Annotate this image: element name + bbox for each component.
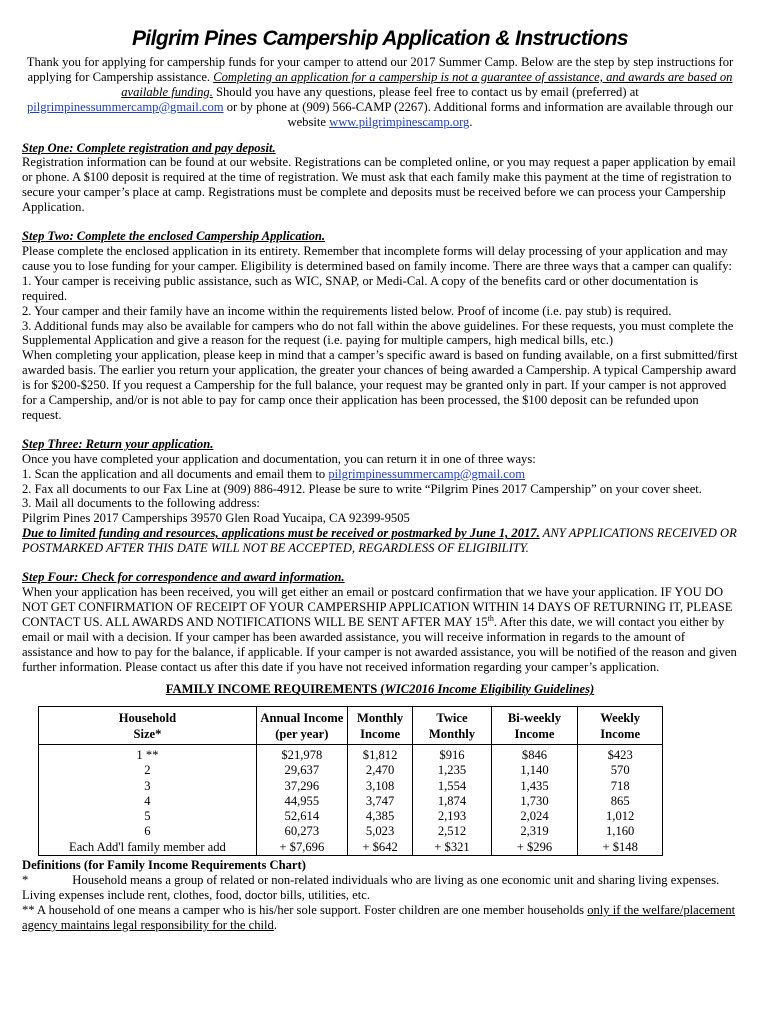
table-header-cell: Twice Monthly (413, 707, 491, 745)
income-table-caption (22, 682, 738, 697)
table-row (39, 794, 663, 809)
document-title: Pilgrim Pines Campership Application & Instructions (131, 27, 629, 50)
table-cell: 2,024 (491, 809, 578, 824)
table-row (39, 763, 663, 778)
table-cell: 4 (39, 794, 257, 809)
table-cell: 2,193 (413, 809, 491, 824)
table-row (39, 809, 663, 824)
table-cell: $916 (413, 744, 491, 763)
table-cell: 2,512 (413, 824, 491, 839)
table-cell: 5 (39, 809, 257, 824)
step-two-section (22, 229, 738, 423)
table-cell: 865 (578, 794, 663, 809)
step-three-intro: Once you have completed your application and documentation, you can return it in one of three ways: (22, 451, 536, 466)
table-cell: 37,296 (256, 779, 347, 794)
table-cell: 6 (39, 824, 257, 839)
definition-household-of-one (22, 903, 738, 933)
intro-emphasis: Completing an application for a campership is not a guarantee of assistance, and awards are based on available funding. (121, 69, 733, 99)
table-cell: + $148 (578, 840, 663, 856)
intro-text: Should you have any questions, please feel free to contact us by email (preferred) at (212, 84, 639, 99)
table-cell: 1 ** (39, 744, 257, 763)
step-four-heading: Step Four: Check for correspondence and award information. (22, 570, 345, 585)
table-cell: 2,470 (347, 763, 413, 778)
table-cell: + $642 (347, 840, 413, 856)
step-one-section (22, 141, 738, 216)
table-cell: 4,385 (347, 809, 413, 824)
intro-text: . (469, 114, 473, 129)
email-link[interactable]: pilgrimpinessummercamp@gmail.com (26, 99, 224, 114)
table-header-cell: Household Size* (39, 707, 257, 745)
step-three-heading: Step Three: Return your application. (22, 436, 214, 451)
definition-text: ** A household of one means a camper who is his/her sole support. Foster children are one member households (22, 902, 588, 917)
deadline-emphasis: Due to limited funding and resources, applications must be received or postmarked by June 1, 2017. (22, 526, 540, 541)
table-cell: 1,730 (491, 794, 578, 809)
table-cell: Each Add'l family member add (39, 840, 257, 856)
table-header-cell: Bi-weekly Income (491, 707, 578, 745)
table-row (39, 744, 663, 763)
step-three-item: 2. Fax all documents to our Fax Line at (909) 886-4912. Please be sure to write “Pilgrim Pines 2017 Campership” on your cover sheet. (22, 481, 702, 496)
step-three-item: 3. Mail all documents to the following address: (22, 496, 260, 511)
table-cell: $21,978 (256, 744, 347, 763)
table-cell: 1,874 (413, 794, 491, 809)
email-link[interactable]: pilgrimpinessummercamp@gmail.com (328, 466, 525, 481)
deadline-notice (22, 526, 738, 556)
step-four-superscript: th (487, 613, 494, 623)
step-one-body: Registration information can be found at our website. Registrations can be completed online, or you may request a paper application by email or phone. A $100 deposit is required at the time of registration. We must ask that each family make this payment at the time of registration to secure your camper’s place at camp. Registrations must be complete and deposits must be received before we can process your Campership Application. (22, 155, 736, 215)
table-cell: 1,235 (413, 763, 491, 778)
table-cell: 44,955 (256, 794, 347, 809)
table-cell: + $7,696 (256, 840, 347, 856)
step-two-item: 3. Additional funds may also be available for campers who do not fall within the above guidelines. For these requests, you must complete the Supplemental Application and give a reason for the request (i.e. paying for multiple campers, high medical bills, etc.) (22, 318, 734, 348)
table-header-cell: Annual Income (per year) (256, 707, 347, 745)
table-cell: $423 (578, 744, 663, 763)
table-row (39, 824, 663, 839)
caption-main: FAMILY INCOME REQUIREMENTS ( (165, 682, 385, 697)
table-cell: 1,554 (413, 779, 491, 794)
mailing-address: Pilgrim Pines 2017 Camperships 39570 Glen Road Yucaipa, CA 92399-9505 (22, 511, 410, 526)
step-four-body (22, 585, 738, 674)
table-cell: 718 (578, 779, 663, 794)
table-cell: 3 (39, 779, 257, 794)
table-cell: 1,140 (491, 763, 578, 778)
definition-text: Household means a group of related or non-related individuals who are living as one economic unit and sharing living expenses. Living expenses include rent, clothes, food, doctor bills, utilities, etc. (22, 872, 720, 902)
table-cell: 2,319 (491, 824, 578, 839)
table-cell: + $296 (491, 840, 578, 856)
step-two-intro: Please complete the enclosed application in its entirety. Remember that incomplete forms will delay processing of your application and may cause you to lose funding for your camper. Eligibility is determined based on family income. There are three ways that a camper can qualify: (22, 243, 733, 273)
table-cell: 1,160 (578, 824, 663, 839)
step-two-item: 2. Your camper and their family have an income within the requirements listed below. Proof of income (i.e. pay stub) is required. (22, 303, 672, 318)
table-cell: 52,614 (256, 809, 347, 824)
definition-text: . (273, 917, 277, 932)
table-cell: 3,108 (347, 779, 413, 794)
caption-italic: WIC2016 Income Eligibility Guidelines) (384, 682, 595, 697)
step-three-section (22, 437, 738, 556)
table-header-cell: Weekly Income (578, 707, 663, 745)
table-cell: 29,637 (256, 763, 347, 778)
step-two-closing: When completing your application, please keep in mind that a camper’s specific award is based on funding available, on a first submitted/first awarded basis. The earlier you return your application, the greater your chances of being awarded a Campership. A typical Campership award is for $200-$250. If you request a Campership for the full balance, your request may be granted only in part. If your camper is not approved for a Campership, and/or is not able to pay for camp once their application has been processed, the $100 deposit can be refunded upon request. (22, 348, 738, 422)
step-one-heading: Step One: Complete registration and pay deposit. (22, 140, 276, 155)
table-row (39, 779, 663, 794)
table-cell: 5,023 (347, 824, 413, 839)
step-three-item-text: 1. Scan the application and all documents and email them to (22, 466, 329, 481)
intro-text: or by phone at (909) 566-CAMP (2267). Additional forms and information are available through our website (223, 99, 734, 129)
step-two-item: 1. Your camper is receiving public assistance, such as WIC, SNAP, or Medi-Cal. A copy of the benefits card or other documentation is required. (22, 273, 699, 303)
definition-household (22, 873, 738, 903)
definitions-title: Definitions (for Family Income Requirements Chart) (22, 858, 306, 873)
table-cell: + $321 (413, 840, 491, 856)
intro-text: Thank you for applying for campership funds for your camper to attend our 2017 Summer Camp. Below are the step by step instructions for applying for Campership assistance. (26, 55, 734, 84)
step-four-text: . After this date, we will contact you either by email or mail with a decision. If your camper has been awarded assistance, you will receive information in regards to the amount of assistance and how to pay for the balance, if applicable. If your camper is not awarded assistance, you will be notified of the reason and given further information. Please contact us after this date if you have not received information regarding your camper’s application. (22, 614, 737, 674)
website-link[interactable]: www.pilgrimpinescamp.org (329, 114, 470, 129)
table-cell: $1,812 (347, 744, 413, 763)
table-cell: 1,435 (491, 779, 578, 794)
table-row (39, 840, 663, 856)
income-table (38, 706, 663, 856)
table-header-row (39, 707, 663, 745)
table-cell: 570 (578, 763, 663, 778)
definition-underlined: only if the welfare/placement agency maintains legal responsibility for the child (22, 902, 736, 932)
table-cell: 3,747 (347, 794, 413, 809)
table-header-cell: Monthly Income (347, 707, 413, 745)
table-cell: $846 (491, 744, 578, 763)
step-three-item (22, 467, 738, 482)
definition-marker: * (22, 872, 29, 887)
table-cell: 2 (39, 763, 257, 778)
table-cell: 1,012 (578, 809, 663, 824)
step-four-section (22, 570, 738, 674)
table-cell: 60,273 (256, 824, 347, 839)
deadline-rest: ANY APPLICATIONS RECEIVED OR POSTMARKED AFTER THIS DATE WILL NOT BE ACCEPTED, REGARDLESS OF ELIGIBILITY. (22, 526, 737, 556)
step-two-heading: Step Two: Complete the enclosed Campership Application. (22, 229, 326, 244)
intro-paragraph (22, 55, 738, 130)
step-four-text: When your application has been received, you will get either an email or postcard confirmation that we have your application. IF YOU DO NOT GET CONFIRMATION OF RECEIPT OF YOUR CAMPERSHIP APPLICATION WITHIN 14 DAYS OF RETURNING IT, PLEASE CONTACT US. ALL AWARDS AND NOTIFICATIONS WILL BE SENT AFTER MAY 15 (22, 585, 733, 629)
